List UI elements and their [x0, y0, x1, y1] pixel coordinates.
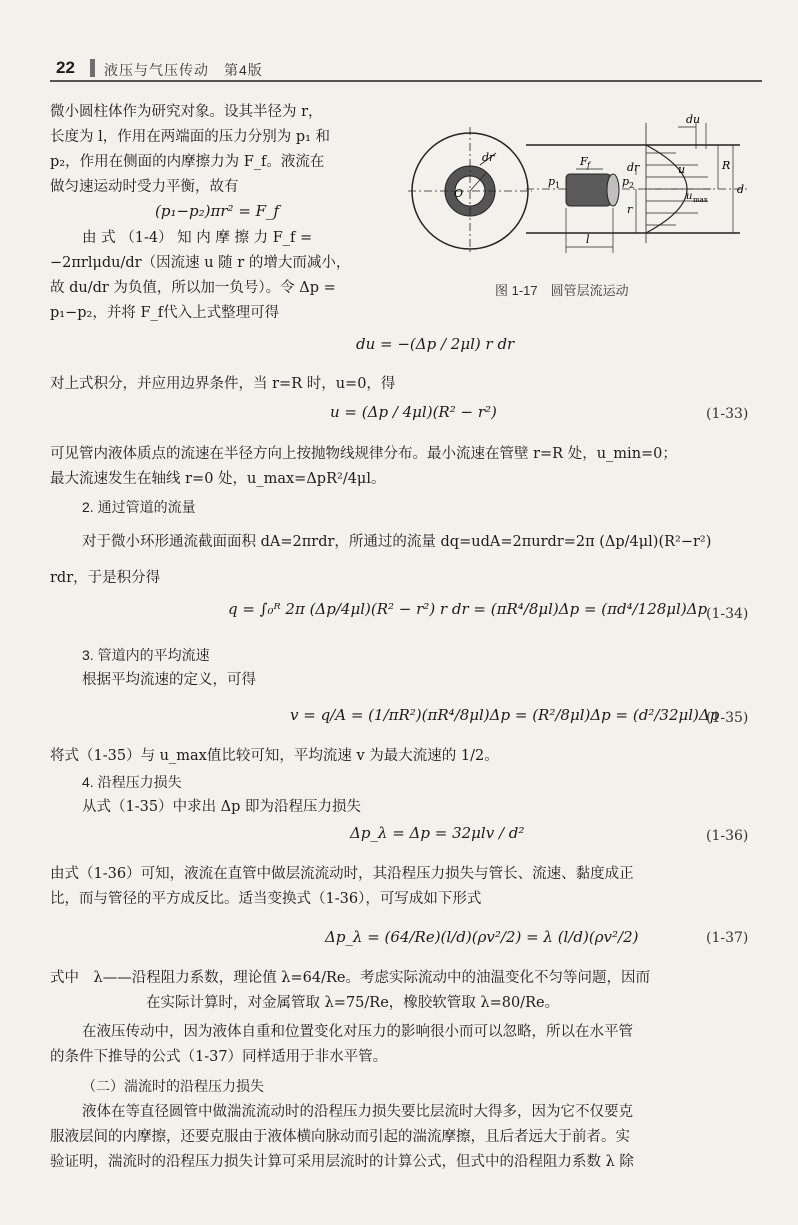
- body-line: 在液压传动中，因为液体自重和位置变化对压力的影响很小而可以忽略，所以在水平管: [82, 1024, 633, 1040]
- body-line: 对于微小环形通流截面面积 dA=2πrdr，所通过的流量 dq=udA=2πurdr=2π (Δp/4μl)(R²−r²): [82, 534, 712, 550]
- equation-1-33: u = (Δp / 4μl)(R² − r²): [330, 403, 497, 421]
- fig-label-dr-side: dr: [627, 161, 640, 174]
- page-number: 22: [56, 58, 75, 77]
- body-line: 根据平均流速的定义，可得: [82, 672, 256, 688]
- body-line: 从式（1-35）中求出 Δp 即为沿程压力损失: [82, 799, 362, 815]
- fig-label-r: r: [627, 203, 633, 216]
- fig-label-u: u: [678, 163, 686, 176]
- fluid-cylinder: [566, 174, 611, 206]
- fig-label-Ff: F: [580, 155, 588, 168]
- figure-caption: 图 1-17 圆管层流运动: [495, 283, 629, 298]
- equation-number-1-34: (1-34): [706, 606, 749, 622]
- body-line: 最大流速发生在轴线 r=0 处，u_max=ΔpR²/4μl。: [50, 471, 386, 487]
- body-line: 的条件下推导的公式（1-37）同样适用于非水平管。: [50, 1049, 388, 1065]
- section-heading-4: 4. 沿程压力损失: [82, 774, 182, 790]
- equation-number-1-36: (1-36): [706, 828, 749, 844]
- body-line: 将式（1-35）与 u_max值比较可知，平均流速 v 为最大流速的 1/2。: [50, 748, 499, 764]
- fig-label-origin: O: [454, 187, 464, 200]
- body-line: 比，而与管径的平方成反比。适当变换式（1-36），可写成如下形式: [50, 891, 482, 907]
- fig-label-p1-sub: 1: [555, 181, 561, 190]
- body-line: p₁−p₂，并将 F_f代入上式整理可得: [50, 305, 280, 321]
- equation-number-1-35: (1-35): [706, 710, 749, 726]
- body-line: p₂，作用在侧面的内摩擦力为 F_f。液流在: [50, 154, 325, 170]
- body-line: 微小圆柱体作为研究对象。设其半径为 r，: [50, 104, 323, 120]
- body-line: 做匀速运动时受力平衡，故有: [50, 179, 239, 195]
- body-line: 由式（1-36）可知，液流在直管中做层流流动时，其沿程压力损失与管长、流速、黏度成正: [50, 866, 634, 882]
- body-line: 长度为 l，作用在两端面的压力分别为 p₁ 和: [50, 129, 331, 145]
- body-line: 对上式积分，并应用边界条件，当 r=R 时，u=0，得: [50, 376, 396, 392]
- body-line: 服液层间的内摩擦，还要克服由于液体横向脉动而引起的湍流摩擦，且后者远大于前者。实: [50, 1129, 630, 1145]
- cylinder-end-face: [607, 174, 619, 206]
- section-heading-3: 3. 管道内的平均流速: [82, 647, 210, 663]
- body-line: 可见管内液体质点的流速在半径方向上按抛物线规律分布。最小流速在管壁 r=R 处，u_min=0；: [50, 446, 677, 462]
- equation-number-1-33: (1-33): [706, 406, 749, 422]
- fig-label-umax-sub: max: [693, 196, 708, 204]
- pipe-cross-section: [408, 127, 532, 255]
- page-header: [50, 56, 762, 82]
- fig-label-R: R: [722, 159, 731, 172]
- equation-du: du = −(Δp / 2μl) r dr: [356, 335, 515, 353]
- equation-force-balance: (p₁−p₂)πr² = F_f: [155, 202, 280, 220]
- header-rule: [50, 80, 762, 82]
- fig-label-Ff-sub: f: [587, 161, 590, 170]
- equation-number-1-37: (1-37): [706, 930, 749, 946]
- figure-laminar-flow: [408, 113, 760, 275]
- equation-1-36: Δp_λ = Δp = 32μlv / d²: [350, 824, 525, 842]
- book-title: 液压与气压传动 第4版: [104, 62, 263, 78]
- fig-label-dr: dr: [482, 151, 495, 164]
- body-line: 在实际计算时，对金属管取 λ=75/Re，橡胶软管取 λ=80/Re。: [146, 995, 560, 1011]
- fig-label-l: l: [586, 233, 590, 246]
- body-line: 式中 λ——沿程阻力系数，理论值 λ=64/Re。考虑实际流动中的油温变化不匀等问题，因而: [50, 970, 650, 986]
- fig-label-du: du: [686, 113, 701, 126]
- body-line: 液体在等直径圆管中做湍流流动时的沿程压力损失要比层流时大得多，因为它不仅要克: [82, 1104, 633, 1120]
- body-line: 故 du/dr 为负值，所以加一负号）。令 Δp =: [50, 280, 336, 296]
- fig-label-umax: u: [686, 191, 693, 202]
- fig-label-d: d: [737, 183, 745, 196]
- equation-1-37: Δp_λ = (64/Re)(l/d)(ρv²/2) = λ (l/d)(ρv²/2): [325, 928, 639, 946]
- section-heading-turbulent: （二）湍流时的沿程压力损失: [82, 1078, 264, 1094]
- body-line: 由 式 （1-4） 知 内 摩 擦 力 F_f =: [82, 230, 313, 246]
- fig-label-p2-sub: 2: [629, 181, 635, 190]
- body-line: 验证明，湍流时的沿程压力损失计算可采用层流时的计算公式，但式中的沿程阻力系数 λ 除: [50, 1154, 634, 1170]
- equation-1-34: q = ∫₀ᴿ 2π (Δp/4μl)(R² − r²) r dr = (πR⁴/8μl)Δp = (πd⁴/128μl)Δp: [228, 600, 708, 618]
- fig-label-p2: p: [622, 175, 630, 188]
- body-line: −2πrlμdu/dr（因流速 u 随 r 的增大而减小，: [50, 255, 351, 271]
- equation-1-35: v = q/A = (1/πR²)(πR⁴/8μl)Δp = (R²/8μl)Δp = (d²/32μl)Δp: [290, 706, 720, 724]
- section-heading-2: 2. 通过管道的流量: [82, 499, 196, 515]
- fig-label-p1: p: [548, 175, 556, 188]
- body-line: rdr，于是积分得: [50, 570, 161, 586]
- header-bar: [90, 59, 95, 77]
